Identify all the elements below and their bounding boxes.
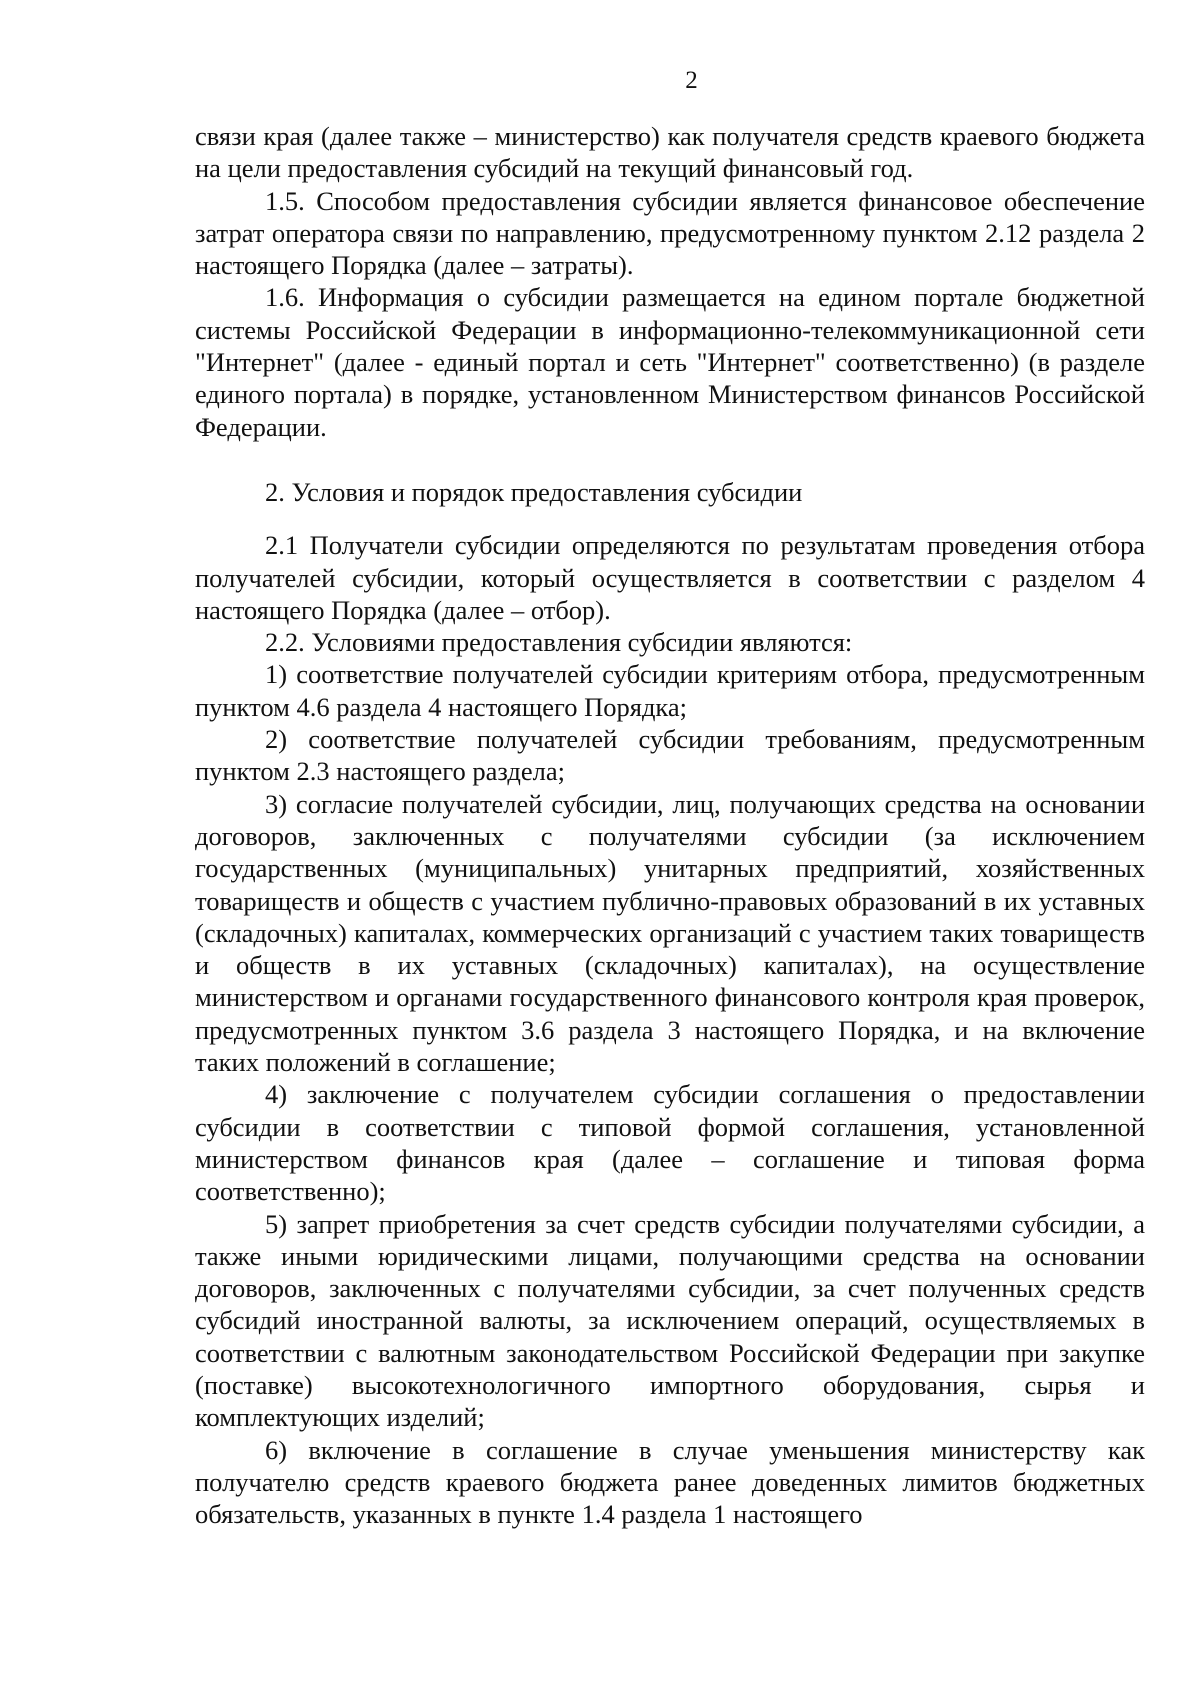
list-item-1: 1) соответствие получателей субсидии критериям отбора, предусмотренным пунктом 4.6 раздела 4 настоящего Порядка; [195, 659, 1145, 722]
paragraph-1-6: 1.6. Информация о субсидии размещается на едином портале бюджетной системы Российской Федерации в информационно-телекоммуникационной сети "Интернет" (далее - единый портал и сеть "Интернет" соответственно) (в разделе единого портала) в порядке, установленном Министерством финансов Российской Федерации. [195, 282, 1145, 442]
list-item-2: 2) соответствие получателей субсидии требованиям, предусмотренным пунктом 2.3 настоящего раздела; [195, 724, 1145, 787]
paragraph-2-2: 2.2. Условиями предоставления субсидии являются: [265, 627, 853, 658]
paragraph-2-1: 2.1 Получатели субсидии определяются по результатам проведения отбора получателей субсидии, который осуществляется в соответствии с разделом 4 настоящего Порядка (далее – отбор). [195, 530, 1145, 625]
list-item-3: 3) согласие получателей субсидии, лиц, получающих средства на основании договоров, заключенных с получателями субсидии (за исключением государственных (муниципальных) унитарных предприятий, хозяйственных товариществ и обществ с участием публично-правовых образований в их уставных (складочных) капиталах, коммерческих организаций с участием таких товариществ и обществ в их уставных (складочных) капиталах), на осуществление министерством и органами государственного финансового контроля края проверок, предусмотренных пунктом 3.6 раздела 3 настоящего Порядка, и на включение таких положений в соглашение; [195, 788, 1145, 1078]
document-body [195, 120, 1145, 1530]
list-item-5: 5) запрет приобретения за счет средств субсидии получателями субсидии, а также иными юридическими лицами, получающими средства на основании договоров, заключенных с получателями субсидии, за счет полученных средств субсидий иностранной валюты, за исключением операций, осуществляемых в соответствии с валютным законодательством Российской Федерации при закупке (поставке) высокотехнологичного импортного оборудования, сырья и комплектующих изделий; [195, 1208, 1145, 1433]
paragraph-1-5: 1.5. Способом предоставления субсидии является финансовое обеспечение затрат оператора связи по направлению, предусмотренному пунктом 2.12 раздела 2 настоящего Порядка (далее – затраты). [195, 185, 1145, 281]
paragraph-continuation: связи края (далее также – министерство) как получателя средств краевого бюджета на цели предоставления субсидий на текущий финансовый год. [195, 121, 1145, 184]
list-item-4: 4) заключение с получателем субсидии соглашения о предоставлении субсидии в соответствии с типовой формой соглашения, установленной министерством финансов края (далее – соглашение и типовая форма соответственно); [195, 1079, 1145, 1207]
section-heading: 2. Условия и порядок предоставления субсидии [265, 476, 803, 507]
page-number: 2 [685, 67, 698, 94]
list-item-6: 6) включение в соглашение в случае уменьшения министерству как получателю средств краевого бюджета ранее доведенных лимитов бюджетных обязательств, указанных в пункте 1.4 раздела 1 настоящего [195, 1434, 1145, 1530]
